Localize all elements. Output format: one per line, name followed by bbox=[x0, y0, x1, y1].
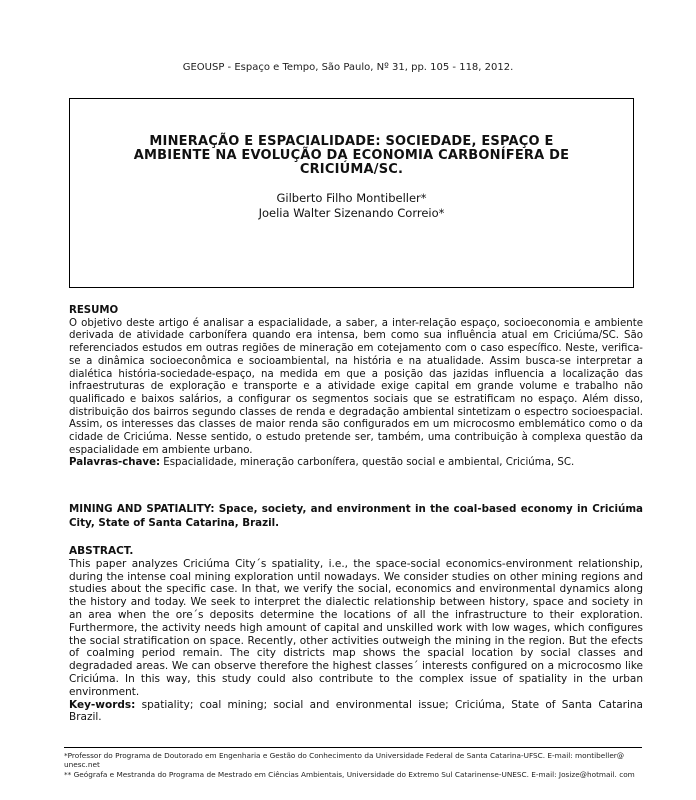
abstract-heading: ABSTRACT. bbox=[69, 545, 134, 557]
keywords-text: spatiality; coal mining; social and environmental issue; Criciúma, State of Santa Catarina Brazil. bbox=[69, 698, 643, 724]
footnote-divider bbox=[64, 747, 642, 748]
resumo-keywords bbox=[69, 457, 643, 470]
keywords-text: Espacialidade, mineração carbonífera, questão social e ambiental, Criciúma, SC. bbox=[160, 457, 575, 469]
abstract-section bbox=[69, 545, 643, 724]
title-line: CRICIÚMA/SC. bbox=[299, 162, 404, 177]
footnote: ** Geógrafa e Mestranda do Programa de Mestrado em Ciências Ambientais, Universidade do Extremo Sul Catarinense-UNESC. E-mail: Josize@hotmail. com bbox=[64, 769, 635, 779]
title-line: AMBIENTE NA EVOLUÇÃO DA ECONOMIA CARBONÍFERA DE bbox=[133, 148, 570, 163]
author-name: Gilberto Filho Montibeller* bbox=[276, 191, 427, 205]
resumo-body: O objetivo deste artigo é analisar a espacialidade, a saber, a inter-relação espaço, socioeconomia e ambiente derivada de atividade carbonífera quando era intensa, bem como sua influência atual em Criciúma/SC. São referenciados estudos em outras regiões de mineração em cotejamento com o caso específico. Neste, verifica-se a dinâmica socioeconômica e socioambiental, na história e na atualidade. Assim busca-se interpretar a dialética história-sociedade-espaço, na medida em que a posição das jazidas influencia a localização das infraestruturas de exploração e transporte e a atividade exige capital em grande volume e trabalho não qualificado e baixos salários, a configurar os segmentos sociais que se estratificam no espaço. Além disso, distribuição dos bairros segundo classes de renda e degradação ambiental sintetizam o espectro socioespacial. Assim, os interesses das classes de maior renda são configurados em um microcosmo emblemático como o da cidade de Criciúma. Nesse sentido, o estudo pretende ser, também, uma contribuição à complexa questão da espacialidade em ambiente urbano. bbox=[69, 317, 643, 456]
authors bbox=[70, 191, 633, 221]
footnote: *Professor do Programa de Doutorado em Engenharia e Gestão do Conhecimento da Universidade Federal de Santa Catarina-UFSC. E-mail: montibeller@ unesc.net bbox=[64, 751, 625, 770]
title-line: MINERAÇÃO E ESPACIALIDADE: SOCIEDADE, ESPAÇO E bbox=[149, 134, 554, 149]
abstract-body: This paper analyzes Criciúma City´s spatiality, i.e., the space-social economics-environment relationship, during the intense coal mining exploration until nowadays. We consider studies on other mining regions and studies about the specific case. In that, we verify the social, economics and environmental dynamics along the history and today. We seek to interpret the dialectic relationship between history, space and society in an area when the ore´s deposits determine the locations of all the infrastructure to their exploration. Furthermore, the activity needs high amount of capital and unskilled work with low wages, which configures the social stratification on space. Recently, other activities outweigh the mining in the region. But the efects of coalming period remain. The city districts map shows the spacial location by social classes and degradaded areas. We can observe therefore the highest classes´ interests configured on a microcosmo like Criciúma. In this way, this study could also contribute to the complex issue of spatiality in the urban environment. bbox=[69, 557, 643, 698]
author-name: Joelia Walter Sizenando Correio* bbox=[258, 206, 445, 220]
keywords-label: Palavras-chave: bbox=[69, 457, 161, 469]
abstract-keywords bbox=[69, 699, 643, 725]
footnotes bbox=[64, 751, 644, 779]
keywords-label: Key-words: bbox=[69, 698, 136, 711]
title-box bbox=[69, 98, 634, 288]
english-title: MINING AND SPATIALITY: Space, society, and environment in the coal-based economy in Criciúma City, State of Santa Catarina, Brazil. bbox=[69, 503, 643, 529]
resumo-heading: RESUMO bbox=[69, 305, 119, 316]
article-title bbox=[70, 135, 633, 177]
journal-header: GEOUSP - Espaço e Tempo, São Paulo, Nº 31, pp. 105 - 118, 2012. bbox=[182, 62, 514, 73]
resumo-section bbox=[69, 305, 643, 470]
